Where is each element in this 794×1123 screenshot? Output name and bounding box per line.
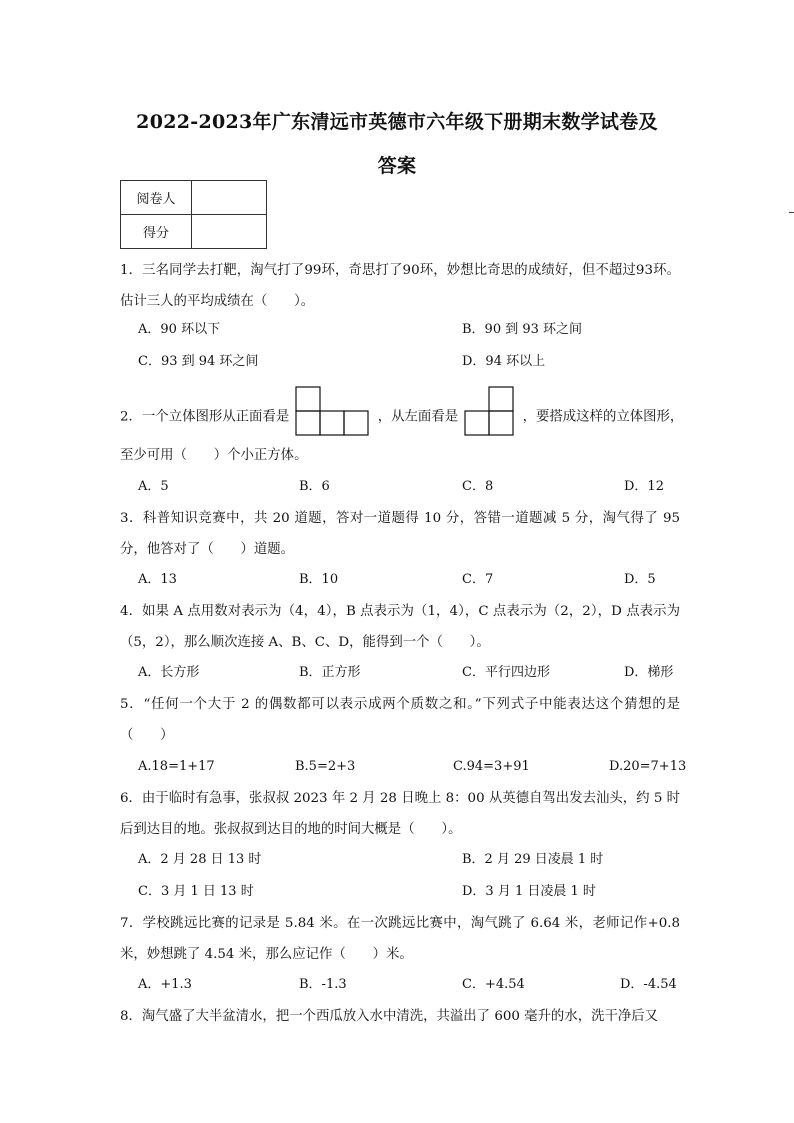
q3-option-b: B．10 xyxy=(299,572,339,587)
q5-option-d: D.20=7+13 xyxy=(609,759,687,774)
q1-option-a: A．90 环以下 xyxy=(138,322,221,337)
question-7-text: 7．学校跳远比赛的记录是 5.84 米。在一次跳远比赛中，淘气跳了 6.64 米，老师记作+0.8 米，妙想跳了 4.54 米，那么应记作（ ）米。 xyxy=(120,916,680,962)
q2-option-b: B．6 xyxy=(299,479,330,494)
edge-mark xyxy=(789,212,794,213)
score-box xyxy=(120,180,267,249)
question-2-line-1 xyxy=(120,392,683,438)
q6-option-c: C．3 月 1 日 13 时 xyxy=(138,884,254,899)
q2-option-d: D．12 xyxy=(624,479,664,494)
q5-option-c: C.94=3+91 xyxy=(453,759,530,774)
score-field xyxy=(192,215,267,249)
q7-option-c: C．+4.54 xyxy=(462,977,525,992)
question-3-text: 3．科普知识竞赛中，共 20 道题，答对一道题得 10 分，答错一道题减 5 分，淘气得了 95 分，他答对了（ ）道题。 xyxy=(120,511,680,557)
q4-option-a: A．长方形 xyxy=(138,665,200,680)
q5-option-b: B.5=2+3 xyxy=(295,759,356,774)
q1-option-d: D．94 环以上 xyxy=(462,354,546,369)
q1-option-c: C．93 到 94 环之间 xyxy=(138,354,259,369)
q5-option-a: A.18=1+17 xyxy=(138,759,215,774)
q4-option-b: B．正方形 xyxy=(299,665,361,680)
document-title xyxy=(110,100,684,188)
q6-option-b: B．2 月 29 日凌晨 1 时 xyxy=(462,852,604,867)
question-5-text: 5．“任何一个大于 2 的偶数都可以表示成两个质数之和。”下列式子中能表达这个猜想的是（ ） xyxy=(120,697,680,743)
q4-option-c: C．平行四边形 xyxy=(462,665,550,680)
q7-option-a: A．+1.3 xyxy=(138,977,192,992)
q6-option-a: A．2 月 28 日 13 时 xyxy=(138,852,262,867)
question-6-text: 6．由于临时有急事，张叔叔 2023 年 2 月 28 日晚上 8：00 从英德自驾出发去汕头，约 5 时后到达目的地。张叔叔到达目的地的时间大概是（ ）。 xyxy=(120,791,680,837)
left-view-figure xyxy=(464,386,516,438)
question-8-text: 8．淘气盛了大半盆清水，把一个西瓜放入水中清洗，共溢出了 600 毫升的水，洗干净后又 xyxy=(120,1009,659,1024)
question-4-text: 4．如果 A 点用数对表示为（4，4），B 点表示为（1，4），C 点表示为（2，2），D 点表示为（5，2），那么顺次连接 A、B、C、D，能得到一个（ ）。 xyxy=(120,604,680,650)
q2-option-a: A．5 xyxy=(138,479,169,494)
q7-option-d: D．-4.54 xyxy=(620,977,677,992)
q3-option-d: D．5 xyxy=(624,572,656,587)
grader-label: 阅卷人 xyxy=(121,181,192,215)
grader-field xyxy=(192,181,267,215)
title-line-1: 2022-2023年广东清远市英德市六年级下册期末数学试卷及 xyxy=(136,111,658,133)
q6-option-d: D．3 月 1 日凌晨 1 时 xyxy=(462,884,596,899)
q2-option-c: C．8 xyxy=(462,479,494,494)
question-2-line-2: 至少可用（ ）个小正方体。 xyxy=(120,448,308,463)
score-label: 得分 xyxy=(121,215,192,249)
q2-text-part-2: ，从左面看是 xyxy=(377,409,459,425)
question-1-text: 1．三名同学去打靶，淘气打了99环，奇思打了90环，妙想比奇思的成绩好，但不超过93环。估计三人的平均成绩在（ ）。 xyxy=(120,263,680,309)
q7-option-b: B．-1.3 xyxy=(299,977,347,992)
q2-text-part-1: 2．一个立体图形从正面看是 xyxy=(120,409,290,425)
title-line-2: 答案 xyxy=(377,155,417,177)
q3-option-a: A．13 xyxy=(138,572,177,587)
q4-option-d: D．梯形 xyxy=(624,665,674,680)
q2-text-part-3: ，要搭成这样的立体图形， xyxy=(522,409,684,425)
q3-option-c: C．7 xyxy=(462,572,494,587)
front-view-figure xyxy=(295,386,371,438)
q1-option-b: B．90 到 93 环之间 xyxy=(462,322,583,337)
